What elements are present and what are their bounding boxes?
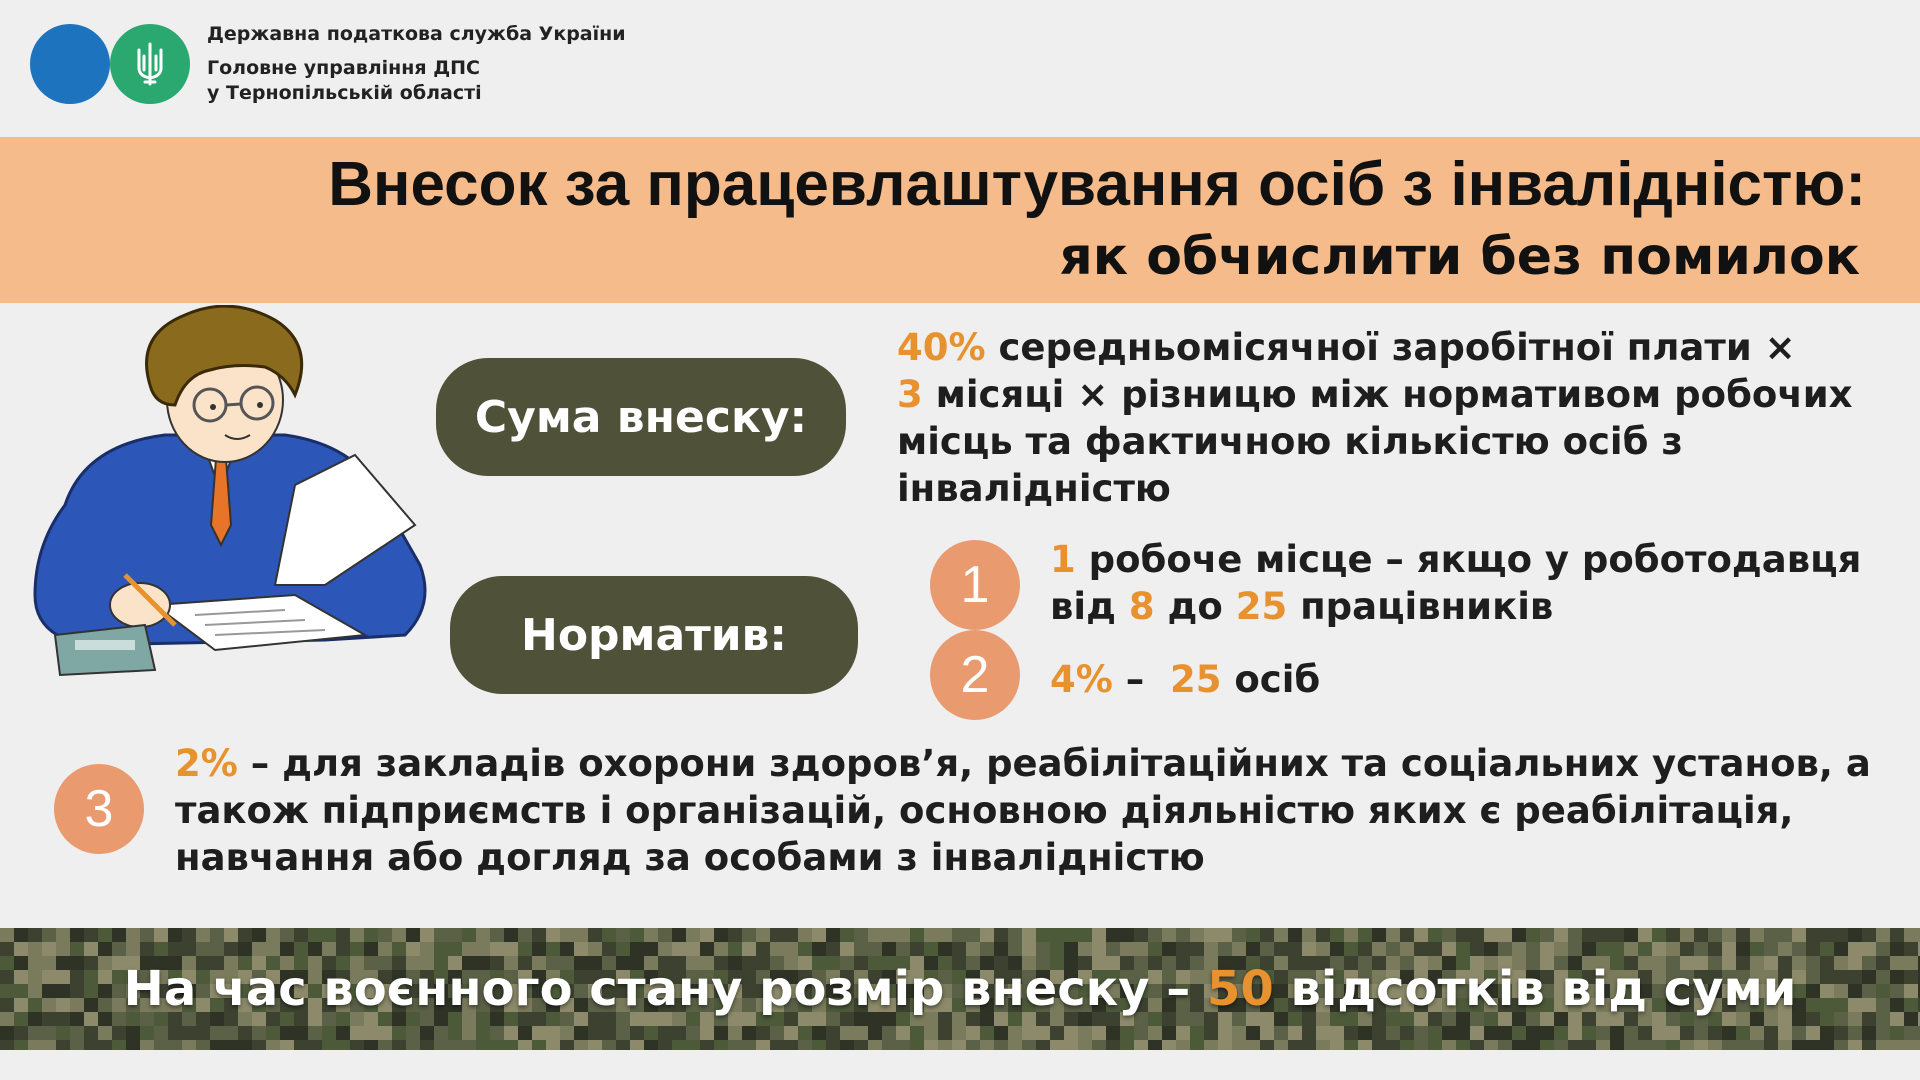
org-line-2: Головне управління ДПС bbox=[207, 57, 481, 79]
formula-text-2: місяці × різницю між нормативом робочих місць та фактичною кількістю осіб з інвалідністю bbox=[897, 373, 1853, 510]
item3-a: 2% bbox=[175, 742, 238, 785]
quota-item-2 bbox=[1050, 656, 1320, 703]
martial-law-note bbox=[0, 928, 1920, 1050]
item1-b: робоче місце – якщо у роботодавця від bbox=[1050, 538, 1862, 628]
item1-c: 8 bbox=[1128, 585, 1155, 628]
item2-c: 25 bbox=[1169, 658, 1222, 701]
item1-f: працівників bbox=[1287, 585, 1554, 628]
organization-name bbox=[207, 22, 626, 106]
item3-b: – для закладів охорони здоров’я, реабілітаційних та соціальних установ, а також підприємств і організацій, основною діяльністю яких є реабілітація, навчання або догляд за особами з інвалідністю bbox=[175, 742, 1871, 879]
item1-e: 25 bbox=[1235, 585, 1288, 628]
formula-months: 3 bbox=[897, 373, 923, 416]
dps-logo-green-circle bbox=[110, 24, 190, 104]
formula-percent: 40% bbox=[897, 326, 986, 369]
item1-d: до bbox=[1154, 585, 1236, 628]
number-badge-1: 1 bbox=[930, 540, 1020, 630]
page-subtitle: як обчислити без помилок bbox=[1059, 227, 1860, 287]
accountant-illustration bbox=[25, 305, 465, 685]
item2-a: 4% bbox=[1050, 658, 1113, 701]
dps-logo-blue-circle bbox=[30, 24, 110, 104]
item2-d: осіб bbox=[1221, 658, 1321, 701]
item1-a: 1 bbox=[1050, 538, 1076, 581]
quota-label: Норматив: bbox=[450, 576, 858, 694]
footer-text-2: відсотків від суми bbox=[1273, 961, 1797, 1017]
number-badge-2: 2 bbox=[930, 630, 1020, 720]
formula-text-1: середньомісячної заробітної плати × bbox=[985, 326, 1796, 369]
quota-item-3 bbox=[175, 740, 1895, 881]
contribution-amount-label: Сума внеску: bbox=[436, 358, 846, 476]
number-badge-3: 3 bbox=[54, 764, 144, 854]
footer-text-1: На час воєнного стану розмір внеску – bbox=[123, 961, 1207, 1017]
org-line-1: Державна податкова служба України bbox=[207, 23, 626, 45]
trident-icon bbox=[133, 42, 167, 86]
formula-text bbox=[897, 324, 1887, 512]
quota-item-1 bbox=[1050, 536, 1900, 630]
footer-value: 50 bbox=[1206, 961, 1274, 1017]
item2-b: – bbox=[1112, 658, 1170, 701]
org-line-3: у Тернопільській області bbox=[207, 82, 482, 104]
page-title: Внесок за працевлаштування осіб з інвалідністю: bbox=[328, 150, 1866, 219]
